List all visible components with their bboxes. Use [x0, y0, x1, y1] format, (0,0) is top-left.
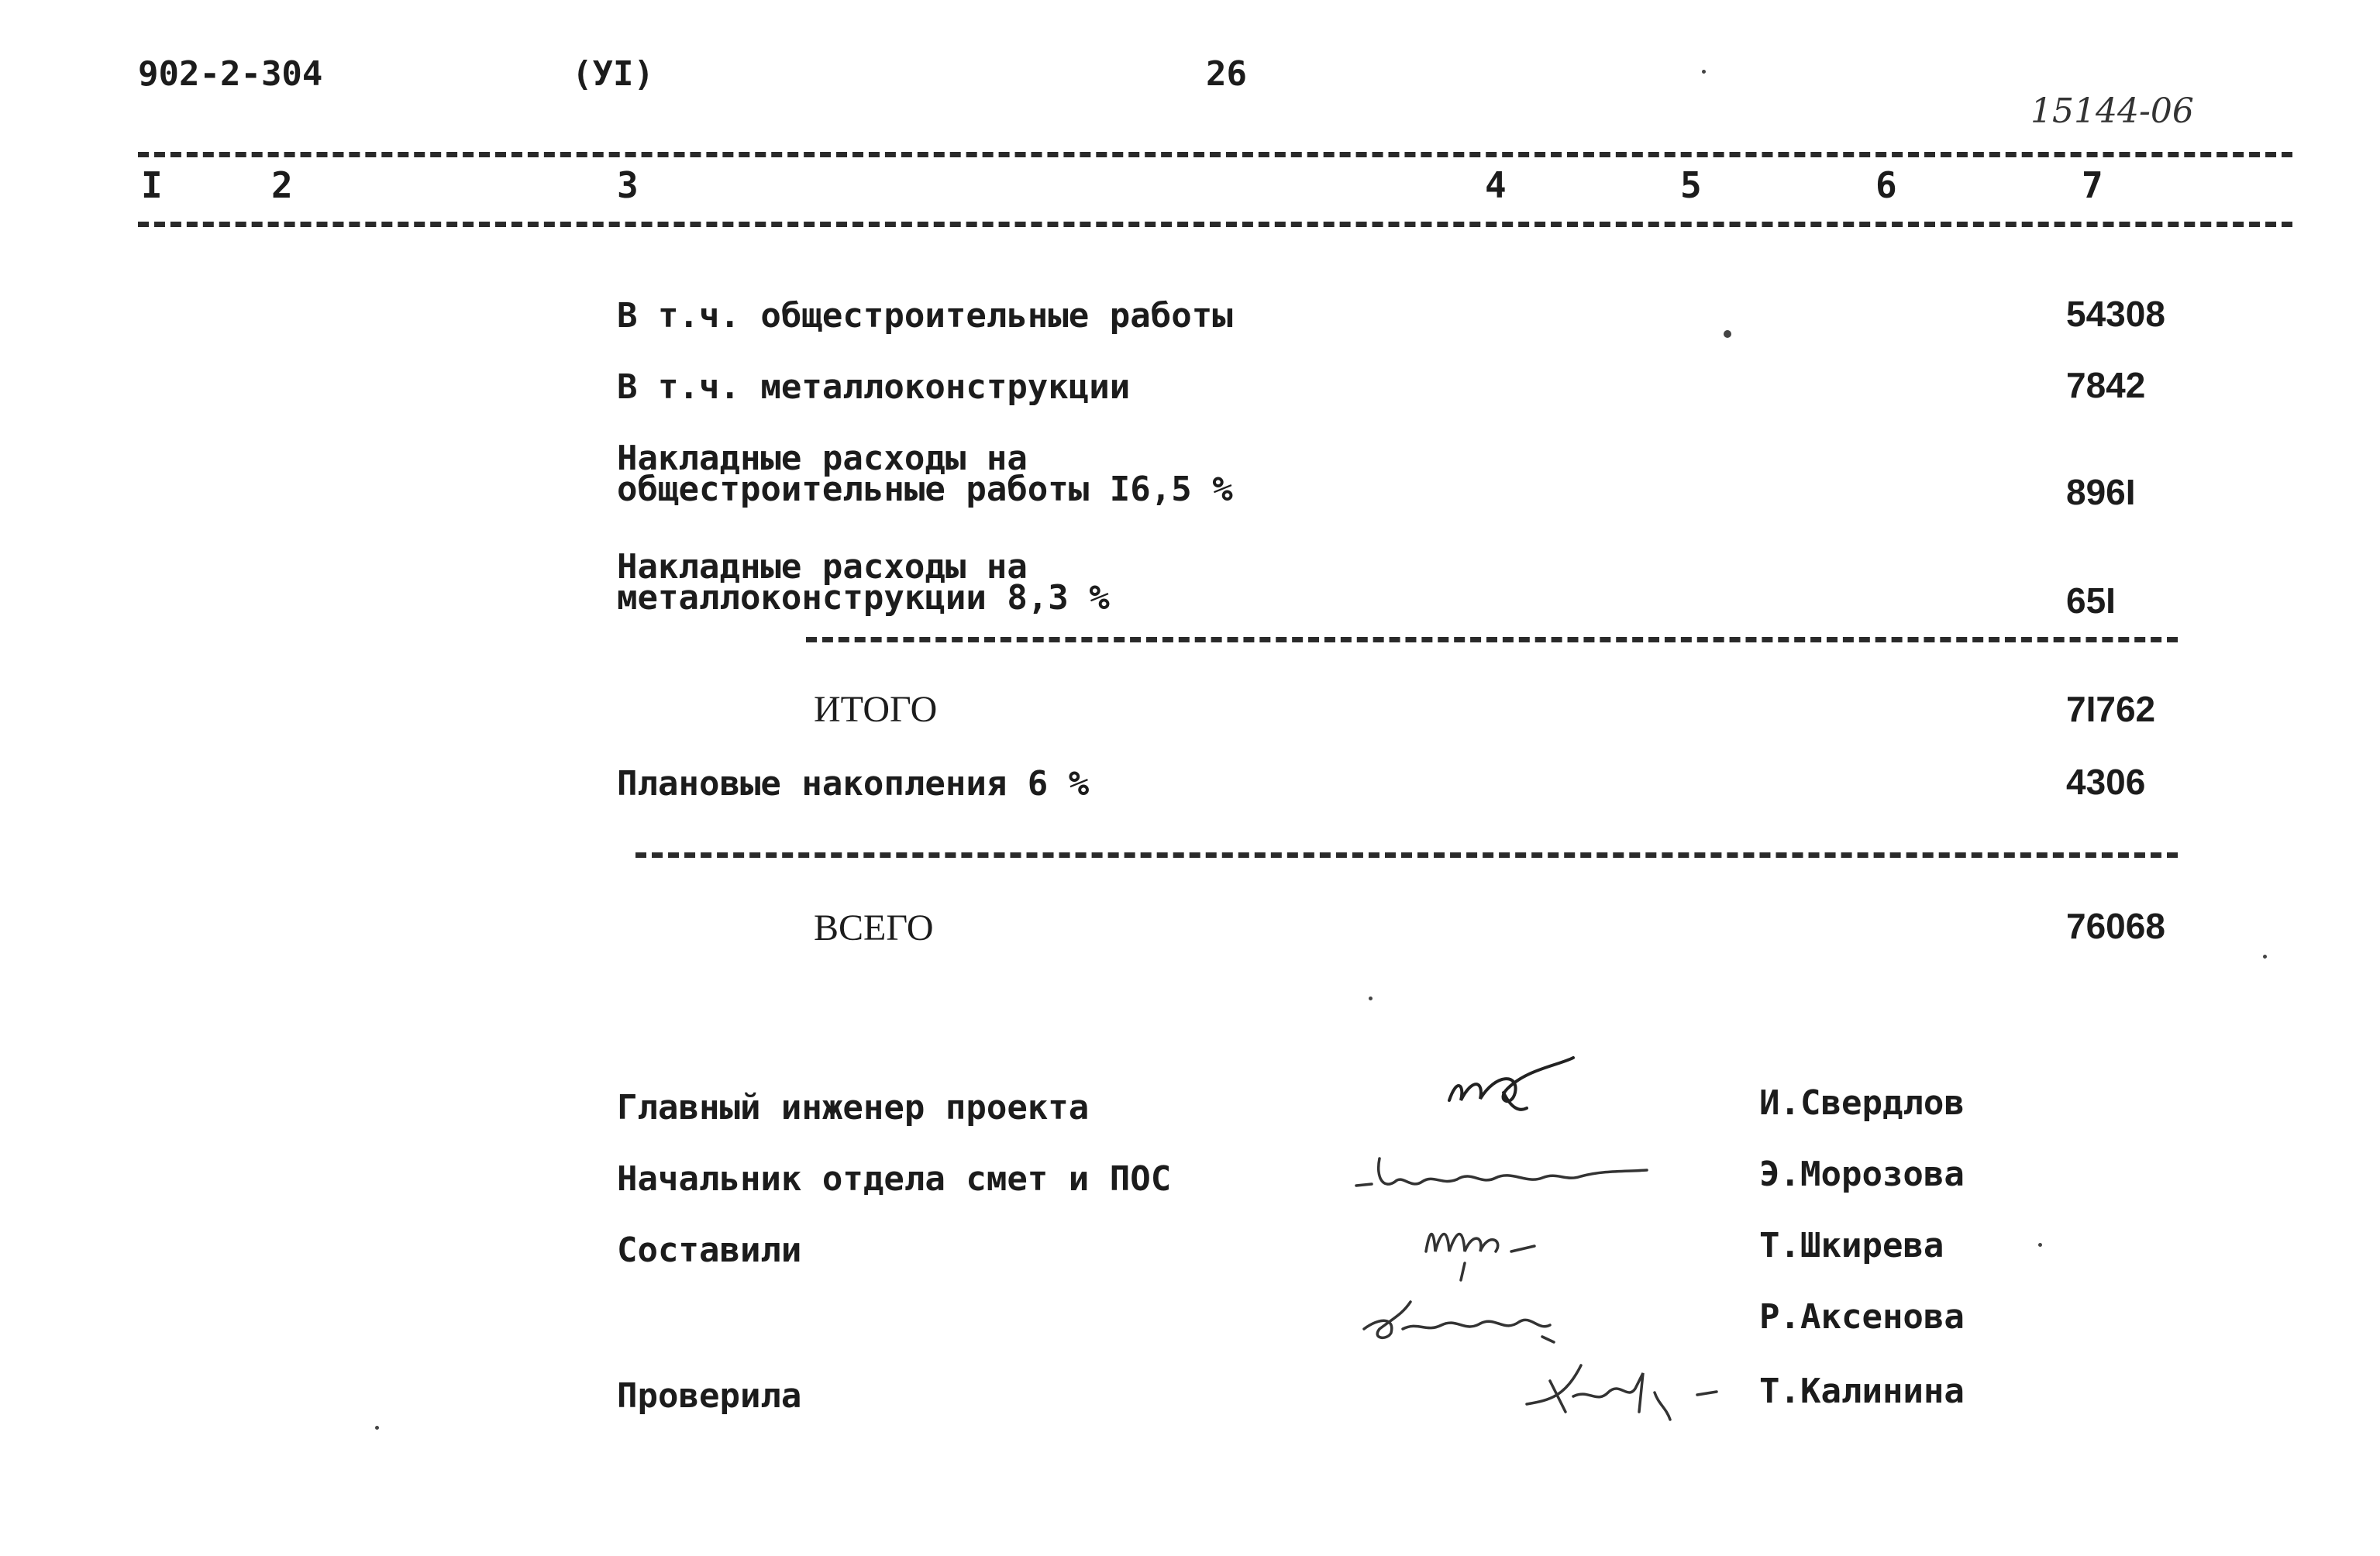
column-number: 3 — [617, 164, 639, 206]
signature-role: Главный инженер проекта — [617, 1088, 1090, 1127]
column-number: 6 — [1875, 164, 1897, 206]
scan-speck — [1702, 70, 1706, 74]
signature-kalinina — [1519, 1358, 1736, 1427]
signatory-name: Р.Аксенова — [1759, 1297, 1965, 1337]
signature-aksenova — [1356, 1294, 1589, 1364]
column-number: I — [141, 164, 163, 206]
signature-role: Проверила — [617, 1376, 802, 1416]
scan-speck — [1369, 997, 1373, 1000]
row-value: 54308 — [2066, 294, 2165, 334]
subtotal-value: 7I762 — [2066, 689, 2156, 729]
signature-morozova — [1348, 1147, 1658, 1209]
column-number: 5 — [1680, 164, 1702, 206]
scan-speck — [2263, 955, 2267, 959]
signature-shkireva — [1418, 1209, 1589, 1286]
signatory-name: Т.Калинина — [1759, 1372, 1965, 1411]
section-number: (УI) — [572, 54, 654, 94]
document-code: 902-2-304 — [138, 54, 323, 94]
header-bottom-rule — [138, 222, 2292, 227]
row-label: металлоконструкции 8,3 % — [617, 578, 1110, 618]
scan-speck — [375, 1426, 379, 1430]
row-label: общестроительные работы I6,5 % — [617, 470, 1233, 509]
column-number: 2 — [271, 164, 293, 206]
row-value: 65I — [2066, 580, 2116, 621]
signature-role: Начальник отдела смет и ПОС — [617, 1159, 1172, 1199]
row-value: 7842 — [2066, 365, 2146, 405]
total-value: 76068 — [2066, 906, 2165, 946]
planned-value: 4306 — [2066, 762, 2146, 802]
signatory-name: Т.Шкирева — [1759, 1226, 1944, 1265]
total-label: ВСЕГО — [814, 907, 934, 948]
column-number: 7 — [2082, 164, 2103, 206]
signature-sverdlov — [1441, 1054, 1596, 1124]
signatory-name: И.Свердлов — [1759, 1083, 1965, 1123]
header-top-rule — [138, 152, 2292, 157]
row-label: Накладные расходы на — [617, 439, 1028, 478]
row-label: В т.ч. общестроительные работы — [617, 296, 1233, 336]
signatory-name: Э.Морозова — [1759, 1155, 1965, 1194]
row-label: В т.ч. металлоконструкции — [617, 367, 1131, 407]
signature-role: Составили — [617, 1231, 802, 1270]
scan-speck — [1724, 330, 1731, 338]
column-number: 4 — [1485, 164, 1507, 206]
subtotal-rule — [806, 637, 2178, 642]
row-value: 896I — [2066, 472, 2136, 512]
row-label: Накладные расходы на — [617, 547, 1028, 587]
subtotal-label: ИТОГО — [814, 689, 938, 730]
planned-label: Плановые накопления 6 % — [617, 764, 1090, 804]
total-rule — [635, 852, 2178, 858]
scan-speck — [2038, 1243, 2042, 1247]
page-number: 26 — [1206, 54, 1247, 94]
archive-number: 15144-06 — [2030, 91, 2194, 131]
